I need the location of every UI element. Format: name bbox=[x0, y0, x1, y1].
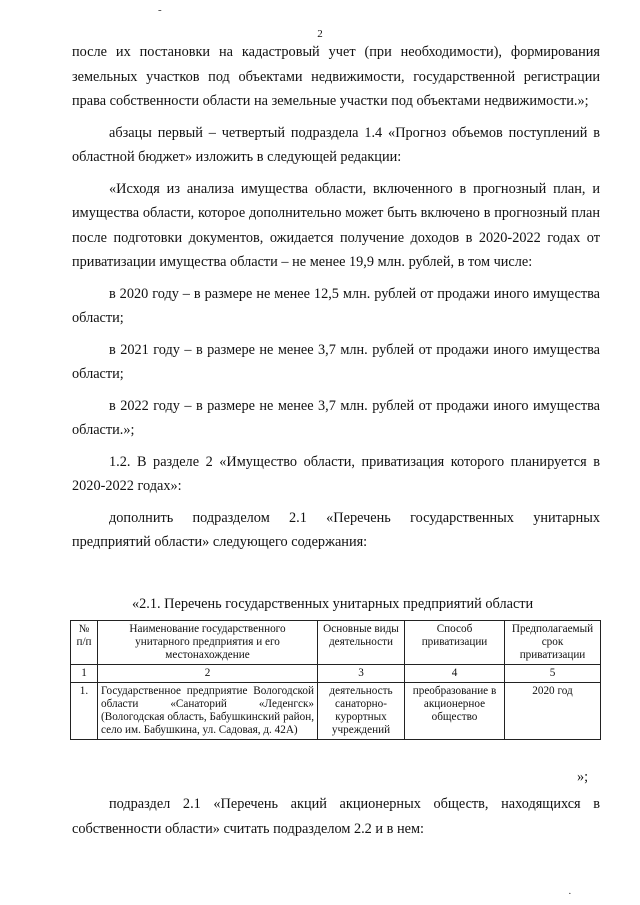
column-number: 3 bbox=[318, 665, 405, 683]
body-text bbox=[72, 40, 600, 562]
table-row bbox=[71, 683, 601, 740]
paragraph-3: «Исходя из анализа имущества области, включенного в прогнозный план, и имущества области, которое дополнительно может быть включено в прогнозный план после подготовки документов, ожидается получение доходов в 2020-2022 годах от приватизации имущества области – не менее 19,9 млн. рублей, в том числе: bbox=[72, 180, 600, 270]
corner-mark-top: - bbox=[158, 4, 162, 16]
column-number: 1 bbox=[71, 665, 98, 683]
privatization-method: преобразование в акционерное общество bbox=[405, 683, 505, 740]
paragraph-6: в 2022 году – в размере не менее 3,7 млн. рублей от продажи иного имущества области.»; bbox=[72, 397, 600, 438]
header-term: Предполагаемый срок приватизации bbox=[505, 621, 601, 665]
enterprise-activity: деятельность санаторно-курортных учреждений bbox=[318, 683, 405, 740]
header-activity: Основные виды деятельности bbox=[318, 621, 405, 665]
paragraph-7: 1.2. В разделе 2 «Имущество области, приватизация которого планируется в 2020-2022 годах»: bbox=[72, 453, 600, 494]
paragraph-2: абзацы первый – четвертый подраздела 1.4 «Прогноз объемов поступлений в областной бюджет» изложить в следующей редакции: bbox=[72, 124, 600, 165]
header-name: Наименование государственного унитарного предприятия и его местонахождение bbox=[98, 621, 318, 665]
closing-quote: »; bbox=[577, 769, 589, 785]
column-number: 4 bbox=[405, 665, 505, 683]
row-number: 1. bbox=[71, 683, 98, 740]
header-number: № п/п bbox=[71, 621, 98, 665]
privatization-term: 2020 год bbox=[505, 683, 601, 740]
enterprise-name: Государственное предприятие Вологодской области «Санаторий «Леденгск» (Вологодская область, Бабушкинский район, село им. Бабушкина, ул. Садовая, д. 42А) bbox=[98, 683, 318, 740]
paragraph-after-table: подраздел 2.1 «Перечень акций акционерных обществ, находящихся в собственности области» считать подразделом 2.2 и в нем: bbox=[72, 796, 600, 837]
column-number: 2 bbox=[98, 665, 318, 683]
paragraph-4: в 2020 году – в размере не менее 12,5 млн. рублей от продажи иного имущества области; bbox=[72, 285, 600, 326]
paragraph-1: после их постановки на кадастровый учет (при необходимости), формирования земельных участков под объектами недвижимости, государственной регистрации права собственности области на земельные участки под объектами недвижимости.»; bbox=[72, 44, 600, 109]
column-number: 5 bbox=[505, 665, 601, 683]
page-number: 2 bbox=[317, 28, 323, 40]
table-header-row bbox=[71, 621, 601, 665]
table-caption: «2.1. Перечень государственных унитарных предприятий области bbox=[132, 596, 534, 612]
enterprises-table bbox=[70, 620, 601, 740]
paragraph-8: дополнить подразделом 2.1 «Перечень государственных унитарных предприятий области» следующего содержания: bbox=[72, 509, 600, 550]
after-text bbox=[72, 792, 600, 848]
header-method: Способ приватизации bbox=[405, 621, 505, 665]
corner-mark-bottom: · bbox=[568, 888, 572, 900]
paragraph-5: в 2021 году – в размере не менее 3,7 млн. рублей от продажи иного имущества области; bbox=[72, 341, 600, 382]
table-numbering-row bbox=[71, 665, 601, 683]
